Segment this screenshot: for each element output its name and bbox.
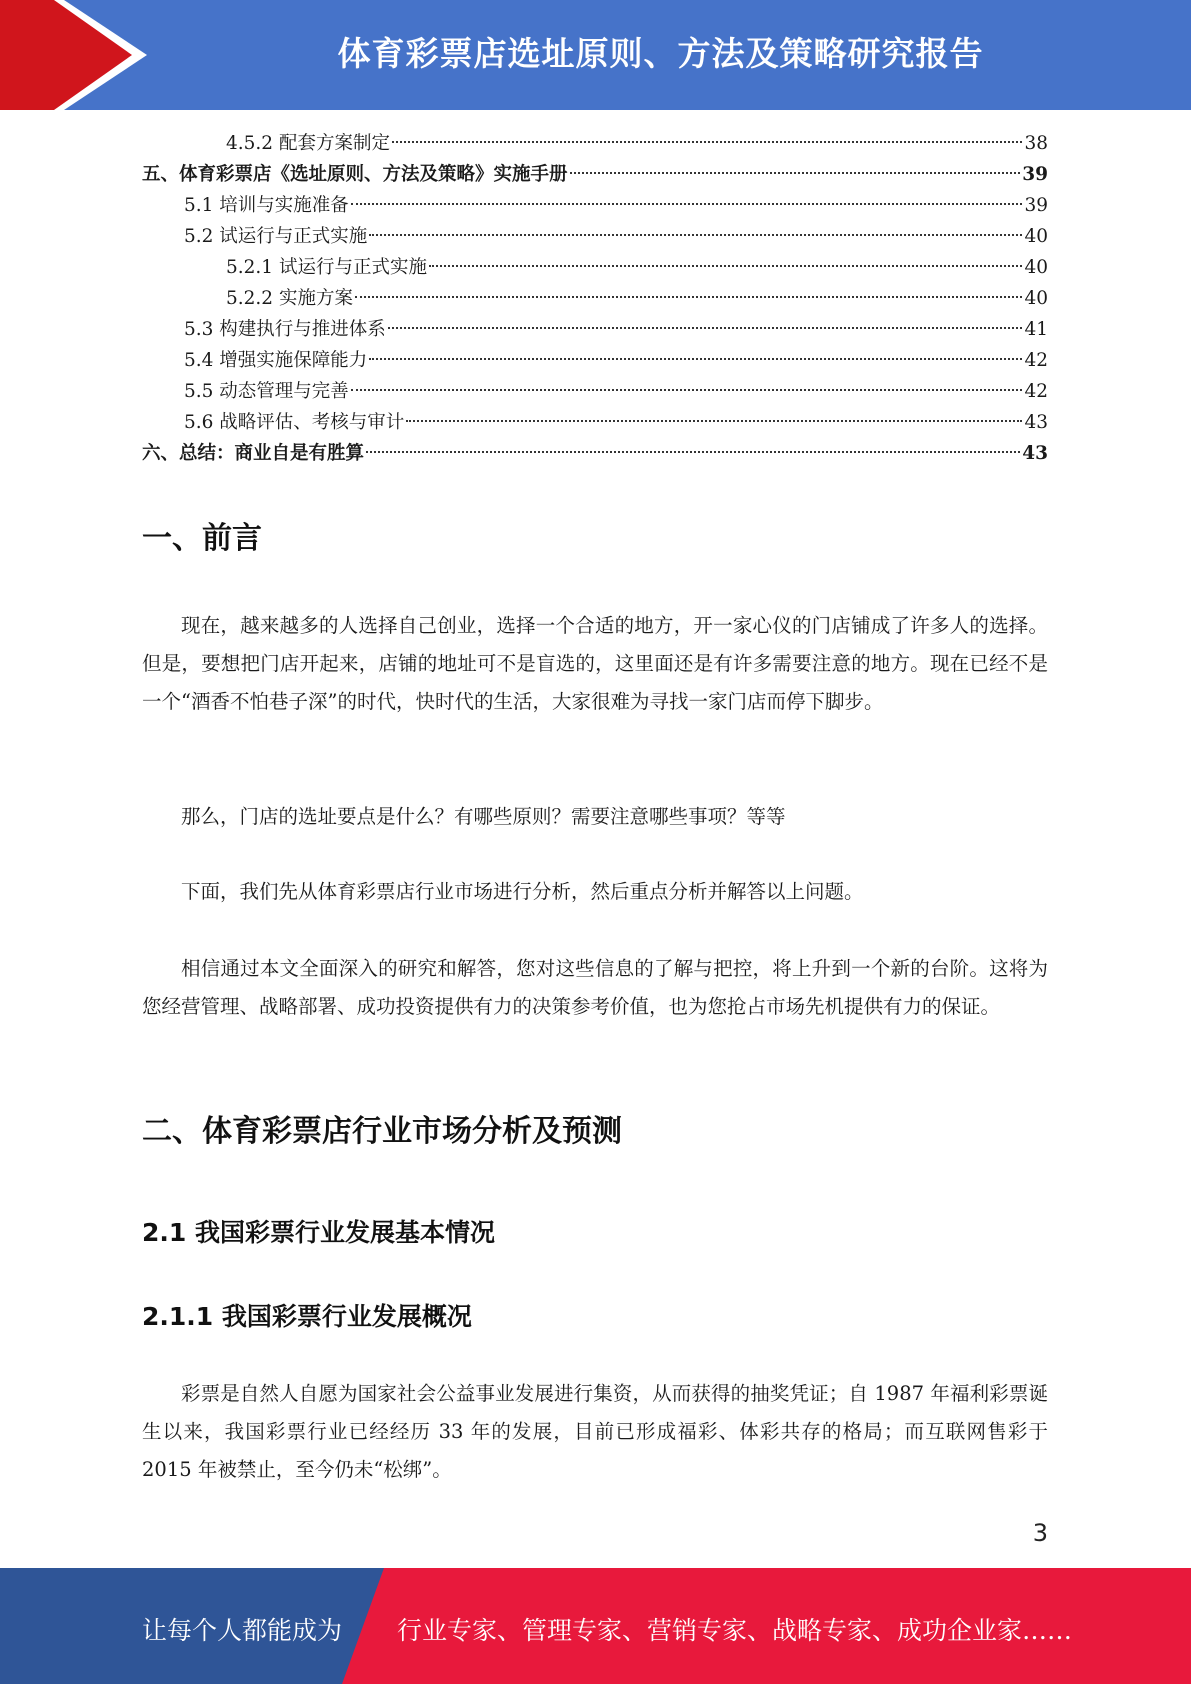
toc-dot-leader: [351, 389, 1023, 391]
toc-dot-leader: [392, 141, 1022, 143]
toc-entry-title: 5.1 培训与实施准备: [184, 195, 349, 216]
toc-entry-title: 5.6 战略评估、考核与审计: [184, 412, 405, 433]
toc-entry-title: 5.4 增强实施保障能力: [184, 350, 368, 371]
toc-entry-page: 39: [1024, 195, 1048, 216]
toc-entry[interactable]: [142, 438, 1048, 469]
toc-dot-leader: [369, 358, 1022, 360]
table-of-contents: [142, 128, 1048, 469]
toc-dot-leader: [429, 265, 1022, 267]
toc-dot-leader: [570, 172, 1021, 174]
toc-entry[interactable]: [142, 283, 1048, 314]
footer-slogan-right: 行业专家、管理专家、营销专家、战略专家、成功企业家……: [397, 1616, 1073, 1645]
toc-entry-page: 42: [1024, 350, 1048, 371]
toc-entry-page: 40: [1024, 288, 1048, 309]
toc-entry-title: 5.2.1 试运行与正式实施: [226, 257, 427, 278]
document-title: 体育彩票店选址原则、方法及策略研究报告: [337, 34, 984, 73]
subsubsection-heading: 2.1.1 我国彩票行业发展概况: [142, 1302, 472, 1331]
paragraph: 彩票是自然人自愿为国家社会公益事业发展进行集资，从而获得的抽奖凭证；自 1987 年福利彩票诞生以来，我国彩票行业已经经历 33 年的发展，目前已形成福彩、体彩共存的格局；而互联网售彩于 2015 年被禁止，至今仍未“松绑”。: [142, 1382, 1048, 1481]
paragraph: 那么，门店的选址要点是什么？有哪些原则？需要注意哪些事项？等等: [181, 805, 786, 828]
toc-entry-title: 5.2 试运行与正式实施: [184, 226, 368, 247]
paragraph: 现在，越来越多的人选择自己创业，选择一个合适的地方，开一家心仪的门店铺成了许多人的选择。但是，要想把门店开起来，店铺的地址可不是盲选的，这里面还是有许多需要注意的地方。现在已经不是一个“酒香不怕巷子深”的时代，快时代的生活，大家很难为寻找一家门店而停下脚步。: [142, 614, 1048, 713]
footer-slogan-left: 让每个人都能成为: [142, 1616, 343, 1645]
toc-entry-page: 42: [1024, 381, 1048, 402]
toc-entry[interactable]: [142, 221, 1048, 252]
toc-dot-leader: [388, 327, 1023, 329]
toc-dot-leader: [366, 451, 1020, 453]
toc-entry[interactable]: [142, 190, 1048, 221]
toc-dot-leader: [369, 234, 1022, 236]
toc-entry[interactable]: [142, 345, 1048, 376]
toc-entry-title: 4.5.2 配套方案制定: [226, 133, 390, 154]
toc-entry-title: 五、体育彩票店《选址原则、方法及策略》实施手册: [142, 164, 568, 185]
section-heading-market-analysis: 二、体育彩票店行业市场分析及预测: [142, 1114, 622, 1149]
toc-entry[interactable]: [142, 376, 1048, 407]
toc-entry-page: 39: [1022, 164, 1048, 185]
toc-entry-page: 40: [1024, 257, 1048, 278]
subsection-heading: 2.1 我国彩票行业发展基本情况: [142, 1218, 495, 1247]
toc-entry-page: 40: [1024, 226, 1048, 247]
toc-entry[interactable]: [142, 252, 1048, 283]
toc-entry-page: 43: [1024, 412, 1048, 433]
paragraph: 相信通过本文全面深入的研究和解答，您对这些信息的了解与把控，将上升到一个新的台阶。这将为您经营管理、战略部署、成功投资提供有力的决策参考价值，也为您抢占市场先机提供有力的保证。: [142, 957, 1048, 1018]
toc-entry-page: 41: [1024, 319, 1048, 340]
toc-entry[interactable]: [142, 407, 1048, 438]
toc-entry-page: 38: [1024, 133, 1048, 154]
toc-dot-leader: [406, 420, 1022, 422]
toc-entry-title: 5.5 动态管理与完善: [184, 381, 349, 402]
toc-entry-title: 5.2.2 实施方案: [226, 288, 353, 309]
toc-entry-page: 43: [1022, 443, 1048, 464]
header-banner: [0, 0, 1191, 110]
section-heading-preface: 一、前言: [142, 521, 262, 556]
toc-entry[interactable]: [142, 314, 1048, 345]
footer-banner: [0, 1568, 1191, 1684]
paragraph: 下面，我们先从体育彩票店行业市场进行分析，然后重点分析并解答以上问题。: [181, 880, 864, 903]
toc-dot-leader: [351, 203, 1023, 205]
toc-dot-leader: [355, 296, 1023, 298]
toc-entry-title: 5.3 构建执行与推进体系: [184, 319, 386, 340]
toc-entry-title: 六、总结：商业自是有胜算: [142, 443, 365, 464]
toc-entry[interactable]: [142, 128, 1048, 159]
header-red-arrow: [0, 0, 150, 110]
page-number: 3: [1032, 1519, 1048, 1547]
toc-entry[interactable]: [142, 159, 1048, 190]
